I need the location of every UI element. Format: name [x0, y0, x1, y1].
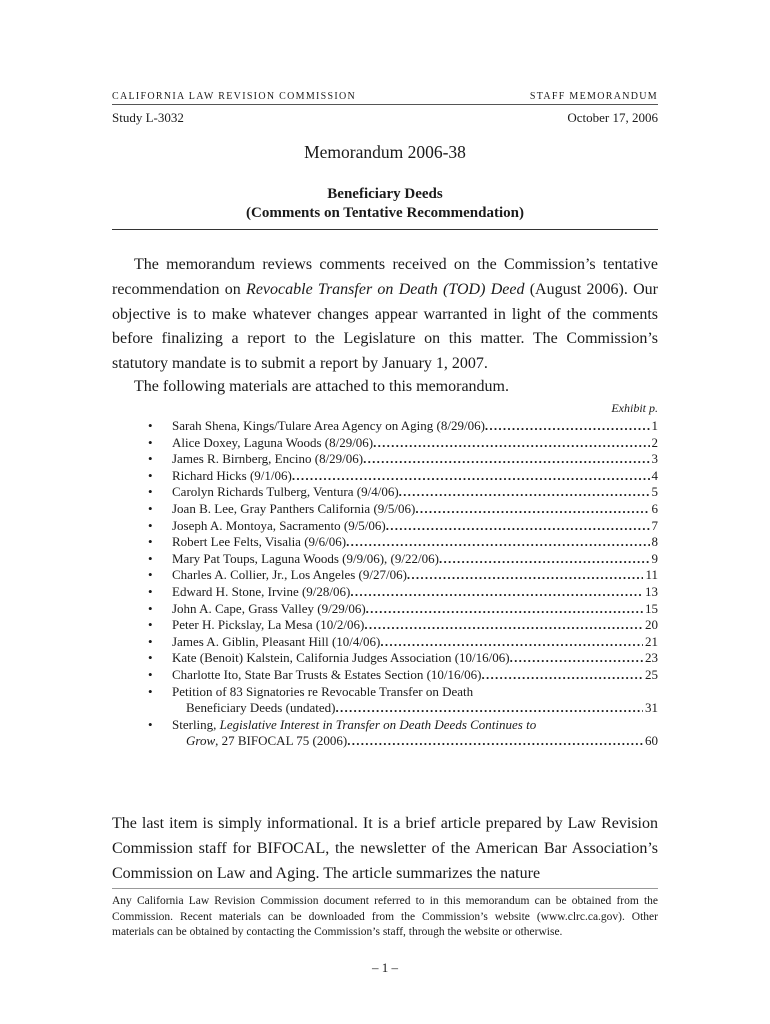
intro-text-a: The memorandum reviews comments received on the Commission’s tentative recommendation on [112, 256, 658, 298]
exhibit-page-header: Exhibit p. [611, 401, 658, 415]
bullet-icon: • [148, 484, 153, 500]
memo-title: Memorandum 2006-38 [304, 142, 466, 162]
bullet-icon: • [148, 550, 153, 566]
bullet-icon: • [148, 650, 153, 666]
list-item: • Richard Hicks (9/1/06) . . . 4 [112, 468, 658, 485]
study-number: Study L-3032 [112, 110, 184, 125]
bullet-icon: • [148, 716, 153, 732]
intro-paragraph [112, 253, 658, 377]
bullet-icon: • [148, 500, 153, 516]
bullet-icon: • [148, 517, 153, 533]
header-second-row [112, 110, 658, 126]
list-item: • Kate (Benoit) Kalstein, California Judges Association (10/16/06) . . . 23 [112, 650, 658, 667]
bullet-icon: • [148, 434, 153, 450]
subject-line-1: Beneficiary Deeds [327, 186, 443, 202]
list-item: • Charles A. Collier, Jr., Los Angeles (9/27/06) . . . 11 [112, 567, 658, 584]
bullet-icon: • [148, 418, 153, 433]
list-item: • Sarah Shena, Kings/Tulare Area Agency on Aging (8/29/06) . . . 1 [112, 418, 658, 435]
document-type: STAFF MEMORANDUM [529, 91, 658, 102]
subject-line-2: (Comments on Tentative Recommendation) [246, 205, 524, 221]
page-number: – 1 – [372, 960, 398, 975]
memo-date: October 17, 2006 [567, 110, 658, 125]
bullet-icon: • [148, 534, 153, 550]
list-item: • Edward H. Stone, Irvine (9/28/06) . . . 13 [112, 584, 658, 601]
list-item: • Peter H. Pickslay, La Mesa (10/2/06) . . . 20 [112, 617, 658, 634]
commission-name: CALIFORNIA LAW REVISION COMMISSION [112, 91, 357, 102]
header-divider [112, 104, 658, 105]
bullet-icon: • [148, 683, 153, 699]
list-item: • Joan B. Lee, Gray Panthers California (9/5/06) . . . 6 [112, 501, 658, 518]
subject-divider [112, 229, 658, 230]
list-item: • James R. Birnberg, Encino (8/29/06) . . . 3 [112, 451, 658, 468]
list-item: • Carolyn Richards Tulberg, Ventura (9/4/06) . . . 5 [112, 484, 658, 501]
bullet-icon: • [148, 617, 153, 633]
bullet-icon: • [148, 666, 153, 682]
list-item: • John A. Cape, Grass Valley (9/29/06) . . . 15 [112, 601, 658, 618]
closing-paragraph: The last item is simply informational. It is a brief article prepared by Law Revision Commission staff for BIFOCAL, the newsletter of the American Bar Association’s Commission on Law and Aging. The article summarizes the nature [112, 815, 658, 882]
bullet-icon: • [148, 467, 153, 483]
bullet-icon: • [148, 583, 153, 599]
intro-recommendation-title: Revocable Transfer on Death (TOD) Deed [246, 280, 525, 298]
list-item: • Charlotte Ito, State Bar Trusts & Estates Section (10/16/06) . . . 25 [112, 667, 658, 684]
bullet-icon: • [148, 567, 153, 583]
list-item: • Mary Pat Toups, Laguna Woods (9/9/06), (9/22/06) . . . 9 [112, 551, 658, 568]
list-item-petition: • Petition of 83 Signatories re Revocable Transfer on Death Beneficiary Deeds (undated) . . . 31 [112, 684, 658, 717]
header-top-row [112, 91, 658, 102]
footer-divider [112, 888, 658, 889]
attachments-intro: The following materials are attached to this memorandum. [134, 378, 509, 395]
footer-note: Any California Law Revision Commission document referred to in this memorandum can be obtained from the Commission. Recent materials can be downloaded from the Commission’s website (www.clrc.ca.gov). Other materials can be obtained by contacting the Commission’s staff, through the website or otherwise. [112, 895, 658, 938]
list-item: • Joseph A. Montoya, Sacramento (9/5/06) . . . 7 [112, 518, 658, 535]
intro-text-b: (August 2006). Our objective is to make whatever changes appear warranted in light of the comments before finalizing a report to the Legislature on this matter. The Commission’s statutory mandate is to submit a report by January 1, 2007. [112, 280, 659, 373]
list-item-sterling: • Sterling, Legislative Interest in Transfer on Death Deeds Continues to Grow, 27 BIFOCAL 75 (2006) . . . 60 [112, 717, 658, 750]
list-item: • James A. Giblin, Pleasant Hill (10/4/06) . . . 21 [112, 634, 658, 651]
list-item: • Alice Doxey, Laguna Woods (8/29/06) . . . 2 [112, 435, 658, 452]
list-item: • Robert Lee Felts, Visalia (9/6/06) . . . 8 [112, 534, 658, 551]
bullet-icon: • [148, 633, 153, 649]
bullet-icon: • [148, 451, 153, 467]
exhibit-list [112, 418, 658, 750]
bullet-icon: • [148, 600, 153, 616]
